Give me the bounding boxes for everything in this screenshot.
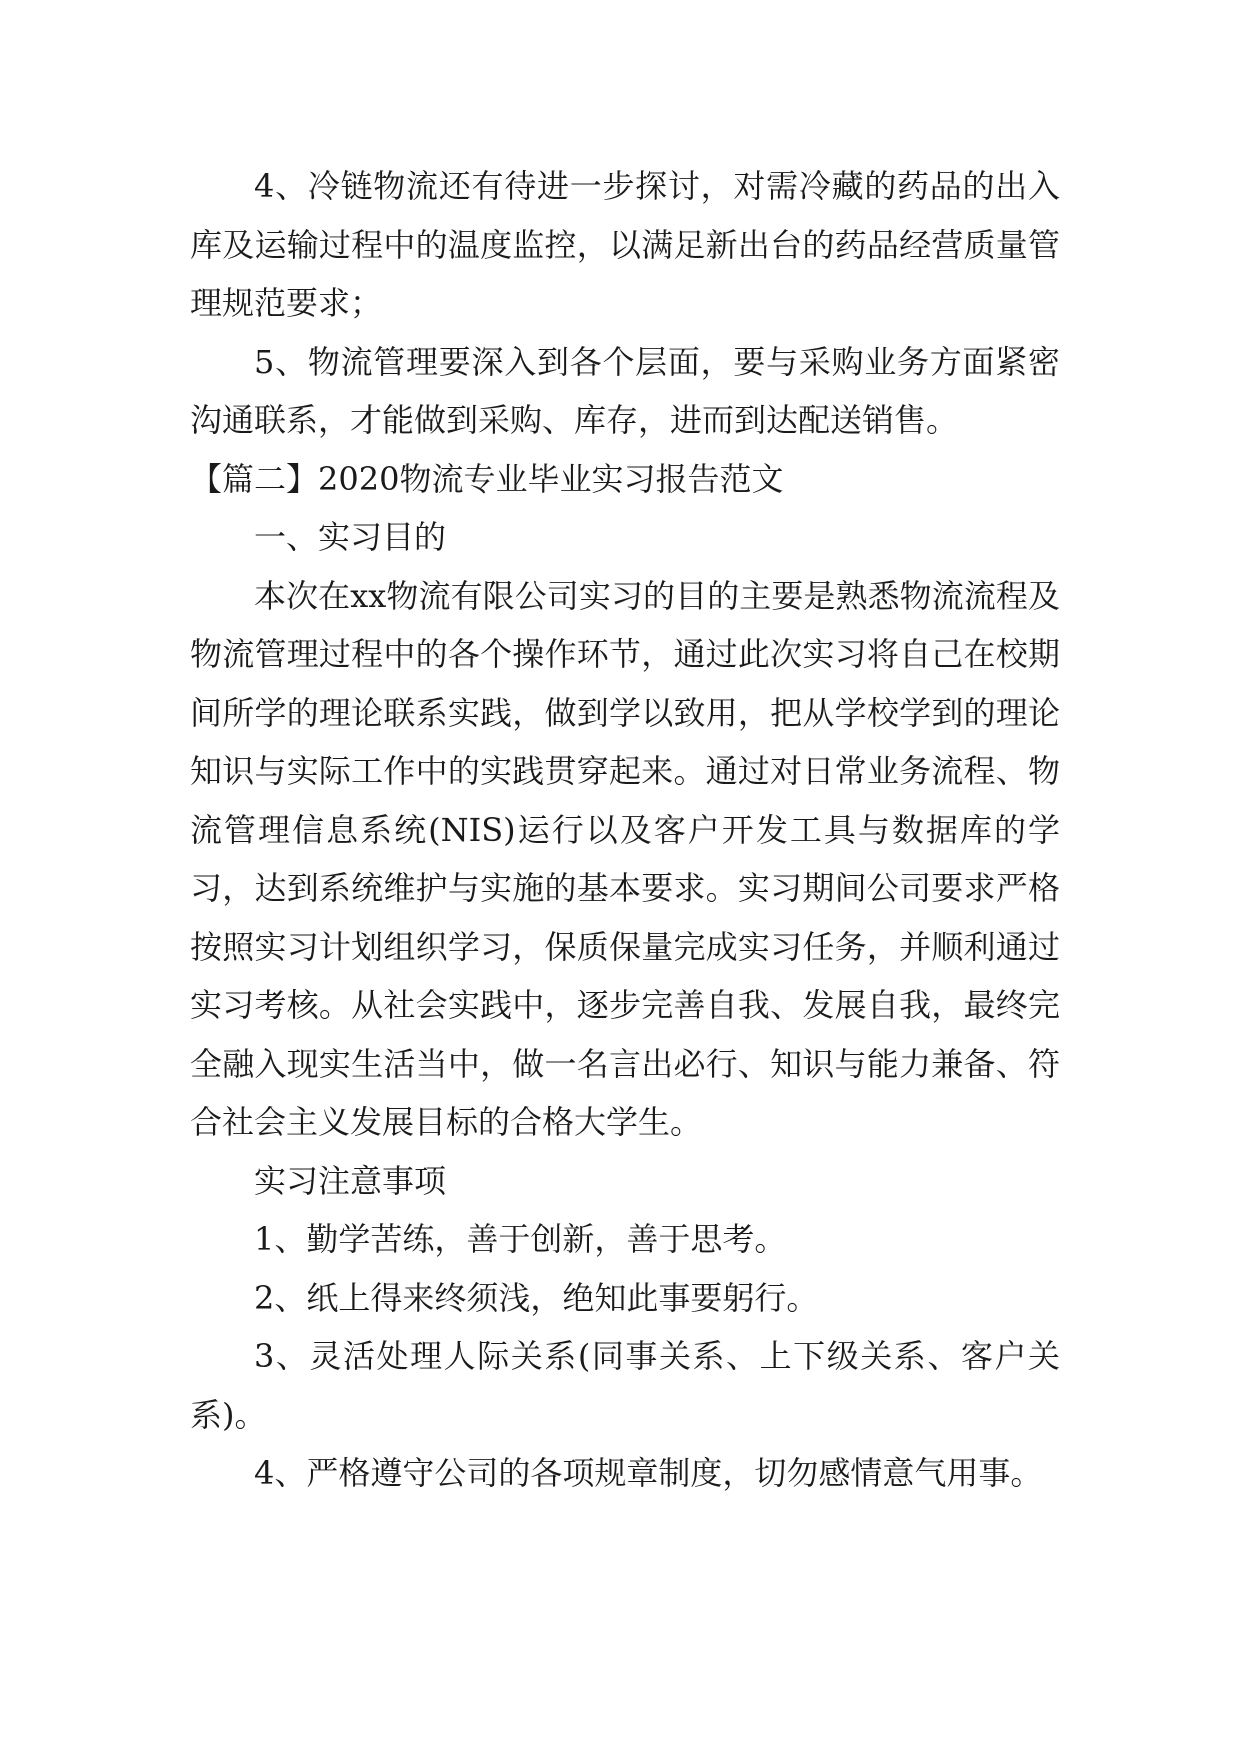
document-page — [190, 157, 1060, 1503]
paragraph-logistics-management: 5、物流管理要深入到各个层面，要与采购业务方面紧密沟通联系，才能做到采购、库存，进而到达配送销售。 — [190, 342, 1060, 439]
subsection-heading-notes: 实习注意事项 — [254, 1161, 447, 1200]
list-item-note-3: 3、灵活处理人际关系(同事关系、上下级关系、客户关系)。 — [190, 1337, 1060, 1434]
list-item-note-4: 4、严格遵守公司的各项规章制度，切勿感情意气用事。 — [254, 1454, 1043, 1492]
paragraph-purpose: 本次在xx物流有限公司实习的目的主要是熟悉物流流程及物流管理过程中的各个操作环节，通过此次实习将自己在校期间所学的理论联系实践，做到学以致用，把从学校学到的理论知识与实际工作中的实践贯穿起来。通过对日常业务流程、物流管理信息系统(NIS)运行以及客户开发工具与数据库的学习，达到系统维护与实施的基本要求。实习期间公司要求严格按照实习计划组织学习，保质保量完成实习任务，并顺利通过实习考核。从社会实践中，逐步完善自我、发展自我，最终完全融入现实生活当中，做一名言出必行、知识与能力兼备、符合社会主义发展目标的合格大学生。 — [190, 576, 1060, 1141]
list-item-note-2: 2、纸上得来终须浅，绝知此事要躬行。 — [254, 1278, 819, 1317]
section-heading: 【篇二】2020物流专业毕业实习报告范文 — [190, 459, 784, 498]
subsection-heading-purpose: 一、实习目的 — [254, 518, 447, 556]
list-item-note-1: 1、勤学苦练，善于创新，善于思考。 — [254, 1220, 787, 1258]
paragraph-cold-chain: 4、冷链物流还有待进一步探讨，对需冷藏的药品的出入库及运输过程中的温度监控，以满足新出台的药品经营质量管理规范要求； — [190, 167, 1060, 322]
